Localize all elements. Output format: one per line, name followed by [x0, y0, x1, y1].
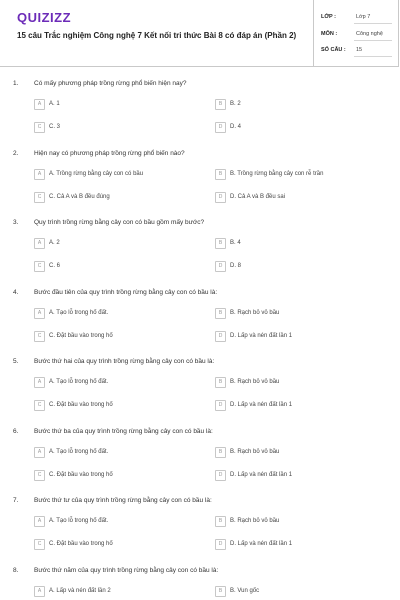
- question-number: 7.: [13, 497, 19, 504]
- worksheet-header: [0, 0, 399, 67]
- option-text: A. Tạo lỗ trong hố đất.: [49, 449, 109, 455]
- option-letter-box[interactable]: B: [215, 516, 226, 527]
- option-letter-box[interactable]: B: [215, 99, 226, 110]
- option-letter-box[interactable]: B: [215, 586, 226, 597]
- option-text: B. Rạch bỏ vỏ bầu: [230, 310, 280, 316]
- option-text: C. 3: [49, 124, 61, 130]
- option-letter-box[interactable]: D: [215, 400, 226, 411]
- option-letter-box[interactable]: B: [215, 447, 226, 458]
- option-letter-box[interactable]: C: [34, 261, 45, 272]
- option-text: B. Rạch bỏ vỏ bầu: [230, 379, 280, 385]
- question-text: Hiện nay có phương pháp trồng rừng phổ biến nào?: [34, 150, 185, 157]
- option-text: B. Rạch bỏ vỏ bầu: [230, 518, 280, 524]
- meta-grade-value: Lớp 7: [356, 14, 371, 20]
- option-text: A. Tạo lỗ trong hố đất.: [49, 379, 109, 385]
- option-text: D. Lấp và nén đất lần 1: [230, 402, 293, 408]
- divider: [354, 40, 392, 41]
- option-letter-box[interactable]: B: [215, 169, 226, 180]
- meta-grade-label: LỚP :: [321, 14, 336, 20]
- meta-subject: [314, 27, 399, 41]
- option-text: D. Lấp và nén đất lần 1: [230, 333, 293, 339]
- option-text: A. Tạo lỗ trong hố đất.: [49, 518, 109, 524]
- option-letter-box[interactable]: B: [215, 308, 226, 319]
- option-letter-box[interactable]: D: [215, 261, 226, 272]
- option-text: B. Trồng rừng bằng cây con rễ trần: [230, 171, 324, 177]
- option-letter-box[interactable]: B: [215, 377, 226, 388]
- question-number: 4.: [13, 289, 19, 296]
- option-letter-box[interactable]: A: [34, 516, 45, 527]
- option-text: C. 6: [49, 263, 61, 269]
- option-letter-box[interactable]: A: [34, 169, 45, 180]
- option-text: A. 2: [49, 240, 60, 246]
- option-letter-box[interactable]: C: [34, 122, 45, 133]
- meta-count: [314, 43, 399, 57]
- option-text: B. Vun gốc: [230, 588, 260, 594]
- meta-panel: [313, 0, 399, 66]
- meta-count-value: 15: [356, 47, 363, 53]
- meta-grade: [314, 10, 399, 24]
- option-letter-box[interactable]: C: [34, 331, 45, 342]
- option-letter-box[interactable]: D: [215, 539, 226, 550]
- question-text: Bước thứ tư của quy trình trồng rừng bằng cây con có bầu là:: [34, 497, 212, 504]
- option-text: C. Đặt bầu vào trong hố: [49, 402, 113, 408]
- question-text: Bước đầu tiên của quy trình trồng rừng bằng cây con có bầu là:: [34, 289, 218, 296]
- option-text: A. 1: [49, 101, 60, 107]
- question-text: Quy trình trồng rừng bằng cây con có bầu gồm mấy bước?: [34, 219, 205, 226]
- divider: [354, 56, 392, 57]
- question-number: 6.: [13, 428, 19, 435]
- option-text: B. Rạch bỏ vỏ bầu: [230, 449, 280, 455]
- option-letter-box[interactable]: A: [34, 238, 45, 249]
- option-letter-box[interactable]: D: [215, 122, 226, 133]
- question-number: 5.: [13, 358, 19, 365]
- option-text: A. Tạo lỗ trong hố đất.: [49, 310, 109, 316]
- option-text: D. 4: [230, 124, 242, 130]
- option-text: C. Đặt bầu vào trong hố: [49, 333, 113, 339]
- question-number: 3.: [13, 219, 19, 226]
- meta-subject-label: MÔN :: [321, 31, 338, 37]
- question-text: Có mấy phương pháp trồng rừng phổ biến hiện nay?: [34, 80, 187, 87]
- question-number: 1.: [13, 80, 19, 87]
- option-letter-box[interactable]: C: [34, 192, 45, 203]
- option-text: D. 8: [230, 263, 242, 269]
- question-text: Bước thứ hai của quy trình trồng rừng bằng cây con có bầu là:: [34, 358, 215, 365]
- question-text: Bước thứ năm của quy trình trồng rừng bằng cây con có bầu là:: [34, 567, 219, 574]
- option-text: A. Lấp và nén đất lần 2: [49, 588, 111, 594]
- option-letter-box[interactable]: C: [34, 470, 45, 481]
- option-letter-box[interactable]: B: [215, 238, 226, 249]
- option-text: A. Trồng rừng bằng cây con có bầu: [49, 171, 144, 177]
- question-number: 8.: [13, 567, 19, 574]
- option-letter-box[interactable]: D: [215, 331, 226, 342]
- meta-subject-value: Công nghệ: [356, 31, 383, 37]
- option-text: D. Cả A và B đều sai: [230, 194, 286, 200]
- option-text: C. Đặt bầu vào trong hố: [49, 472, 113, 478]
- option-letter-box[interactable]: A: [34, 308, 45, 319]
- option-letter-box[interactable]: A: [34, 377, 45, 388]
- option-letter-box[interactable]: A: [34, 586, 45, 597]
- option-letter-box[interactable]: D: [215, 192, 226, 203]
- option-letter-box[interactable]: A: [34, 99, 45, 110]
- option-letter-box[interactable]: D: [215, 470, 226, 481]
- question-number: 2.: [13, 150, 19, 157]
- option-text: C. Cả A và B đều đúng: [49, 194, 110, 200]
- option-text: D. Lấp và nén đất lần 1: [230, 541, 293, 547]
- option-text: D. Lấp và nén đất lần 1: [230, 472, 293, 478]
- quizizz-logo: QUIZIZZ: [17, 10, 72, 25]
- worksheet-title: 15 câu Trắc nghiệm Công nghệ 7 Kết nối tri thức Bài 8 có đáp án (Phần 2): [17, 31, 297, 40]
- option-letter-box[interactable]: C: [34, 400, 45, 411]
- meta-count-label: SỐ CÂU :: [321, 47, 346, 53]
- option-text: B. 4: [230, 240, 241, 246]
- question-text: Bước thứ ba của quy trình trồng rừng bằng cây con có bầu là:: [34, 428, 213, 435]
- option-letter-box[interactable]: A: [34, 447, 45, 458]
- option-text: B. 2: [230, 101, 241, 107]
- option-letter-box[interactable]: C: [34, 539, 45, 550]
- divider: [354, 23, 392, 24]
- option-text: C. Đặt bầu vào trong hố: [49, 541, 113, 547]
